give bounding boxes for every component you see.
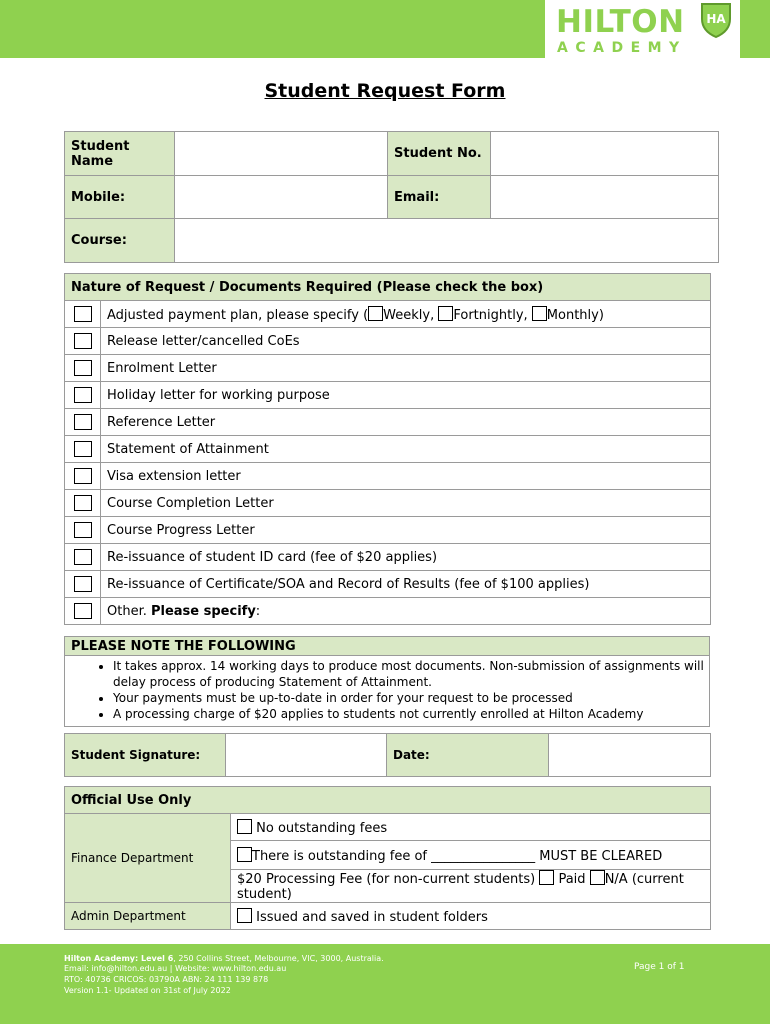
request-label: Visa extension letter [101,463,711,490]
note-item: • A processing charge of $20 applies to students not currently enrolled at Hilton Academy [113,706,709,722]
request-label: Release letter/cancelled CoEs [101,328,711,355]
request-row [65,382,711,409]
notes-list [65,658,709,722]
footer-rto: RTO: 40736 CRICOS: 03790A ABN: 24 111 139 878 [64,975,269,984]
fortnightly-checkbox[interactable] [438,306,453,321]
request-row-payment-plan [65,301,711,328]
official-header: Official Use Only [65,787,711,814]
monthly-label: Monthly) [546,307,604,323]
student-details-table [64,131,719,263]
notes-table [64,636,710,727]
email-field[interactable] [491,176,719,219]
na-label: N/A (current student) [237,872,684,902]
request-row [65,571,711,598]
page-title: Student Request Form [264,80,506,102]
official-use-table [64,786,711,930]
other-prefix: Other. [107,603,151,619]
request-label: Course Progress Letter [101,517,711,544]
finance-department-label: Finance Department [65,814,231,903]
request-row [65,517,711,544]
request-row [65,490,711,517]
date-label: Date: [387,734,549,777]
request-checkbox[interactable] [74,468,92,484]
request-label: Re-issuance of Certificate/SOA and Record of Results (fee of $100 applies) [101,571,711,598]
monthly-checkbox[interactable] [532,306,547,321]
outstanding-checkbox[interactable] [237,847,252,862]
shield-letters: HA [706,12,726,26]
request-checkbox[interactable] [74,441,92,457]
student-no-field[interactable] [491,132,719,176]
request-checkbox[interactable] [74,360,92,376]
email-label: Email: [388,176,491,219]
request-label: Reference Letter [101,409,711,436]
request-row [65,409,711,436]
course-field[interactable] [175,219,719,263]
request-row [65,463,711,490]
na-checkbox[interactable] [590,870,605,885]
no-outstanding-label: No outstanding fees [256,820,388,836]
notes-header: PLEASE NOTE THE FOLLOWING [65,637,710,656]
paid-checkbox[interactable] [539,870,554,885]
issued-checkbox[interactable] [237,908,252,923]
logo-name-top: HILTON [556,4,685,40]
weekly-label: Weekly, [383,307,435,323]
other-label[interactable] [101,598,711,625]
mobile-field[interactable] [175,176,388,219]
header-banner-right [740,0,770,58]
request-checkbox[interactable] [74,333,92,349]
page-number: Page 1 of 1 [634,962,685,972]
request-checkbox[interactable] [74,495,92,511]
request-label: Course Completion Letter [101,490,711,517]
processing-fee-label: $20 Processing Fee (for non-current students) [237,872,536,887]
fortnightly-label: Fortnightly, [453,307,528,323]
request-checkbox[interactable] [74,603,92,619]
footer-company: Hilton Academy: Level 6 [64,954,174,963]
note-item: • Your payments must be up-to-date in order for your request to be processed [113,690,709,706]
footer [0,944,770,1024]
logo-name-bottom: ACADEMY [557,40,687,56]
request-row [65,328,711,355]
request-label: Holiday letter for working purpose [101,382,711,409]
nature-header: Nature of Request / Documents Required (Please check the box) [65,274,711,301]
other-suffix: : [255,603,261,619]
shield-logo-icon [700,1,732,39]
request-checkbox[interactable] [74,576,92,592]
admin-department-label: Admin Department [65,903,231,930]
footer-contact: Email: info@hilton.edu.au | Website: www.hilton.edu.au [64,964,287,973]
note-item: • It takes approx. 14 working days to produce most documents. Non-submission of assignments will delay process of producing Statement of Attainment. [113,658,709,690]
no-outstanding-checkbox[interactable] [237,819,252,834]
student-no-label: Student No. [388,132,491,176]
student-signature-label: Student Signature: [65,734,226,777]
request-label: Enrolment Letter [101,355,711,382]
request-checkbox[interactable] [74,306,92,322]
paid-label: Paid [558,872,586,887]
student-name-field[interactable] [175,132,388,176]
payment-plan-label: Adjusted payment plan, please specify ( [107,307,369,323]
header-banner [0,0,545,58]
request-checkbox[interactable] [74,414,92,430]
request-checkbox[interactable] [74,549,92,565]
request-checkbox[interactable] [74,522,92,538]
weekly-checkbox[interactable] [368,306,383,321]
request-row [65,544,711,571]
other-please-specify: Please specify [150,603,256,619]
nature-of-request-table [64,273,711,625]
signature-table [64,733,711,777]
outstanding-label: There is outstanding fee of ________________ MUST BE CLEARED [252,848,663,864]
footer-version: Version 1.1- Updated on 31st of July 2022 [64,986,231,995]
date-field[interactable] [549,734,711,777]
footer-address [64,954,384,964]
request-label: Statement of Attainment [101,436,711,463]
course-label: Course: [65,219,175,263]
request-row-other [65,598,711,625]
student-name-label: Student Name [65,132,175,176]
mobile-label: Mobile: [65,176,175,219]
footer-address-text: , 250 Collins Street, Melbourne, VIC, 3000, Australia. [173,954,384,963]
request-row [65,355,711,382]
request-checkbox[interactable] [74,387,92,403]
student-signature-field[interactable] [226,734,387,777]
request-label: Re-issuance of student ID card (fee of $20 applies) [101,544,711,571]
request-row [65,436,711,463]
issued-label: Issued and saved in student folders [256,909,488,925]
